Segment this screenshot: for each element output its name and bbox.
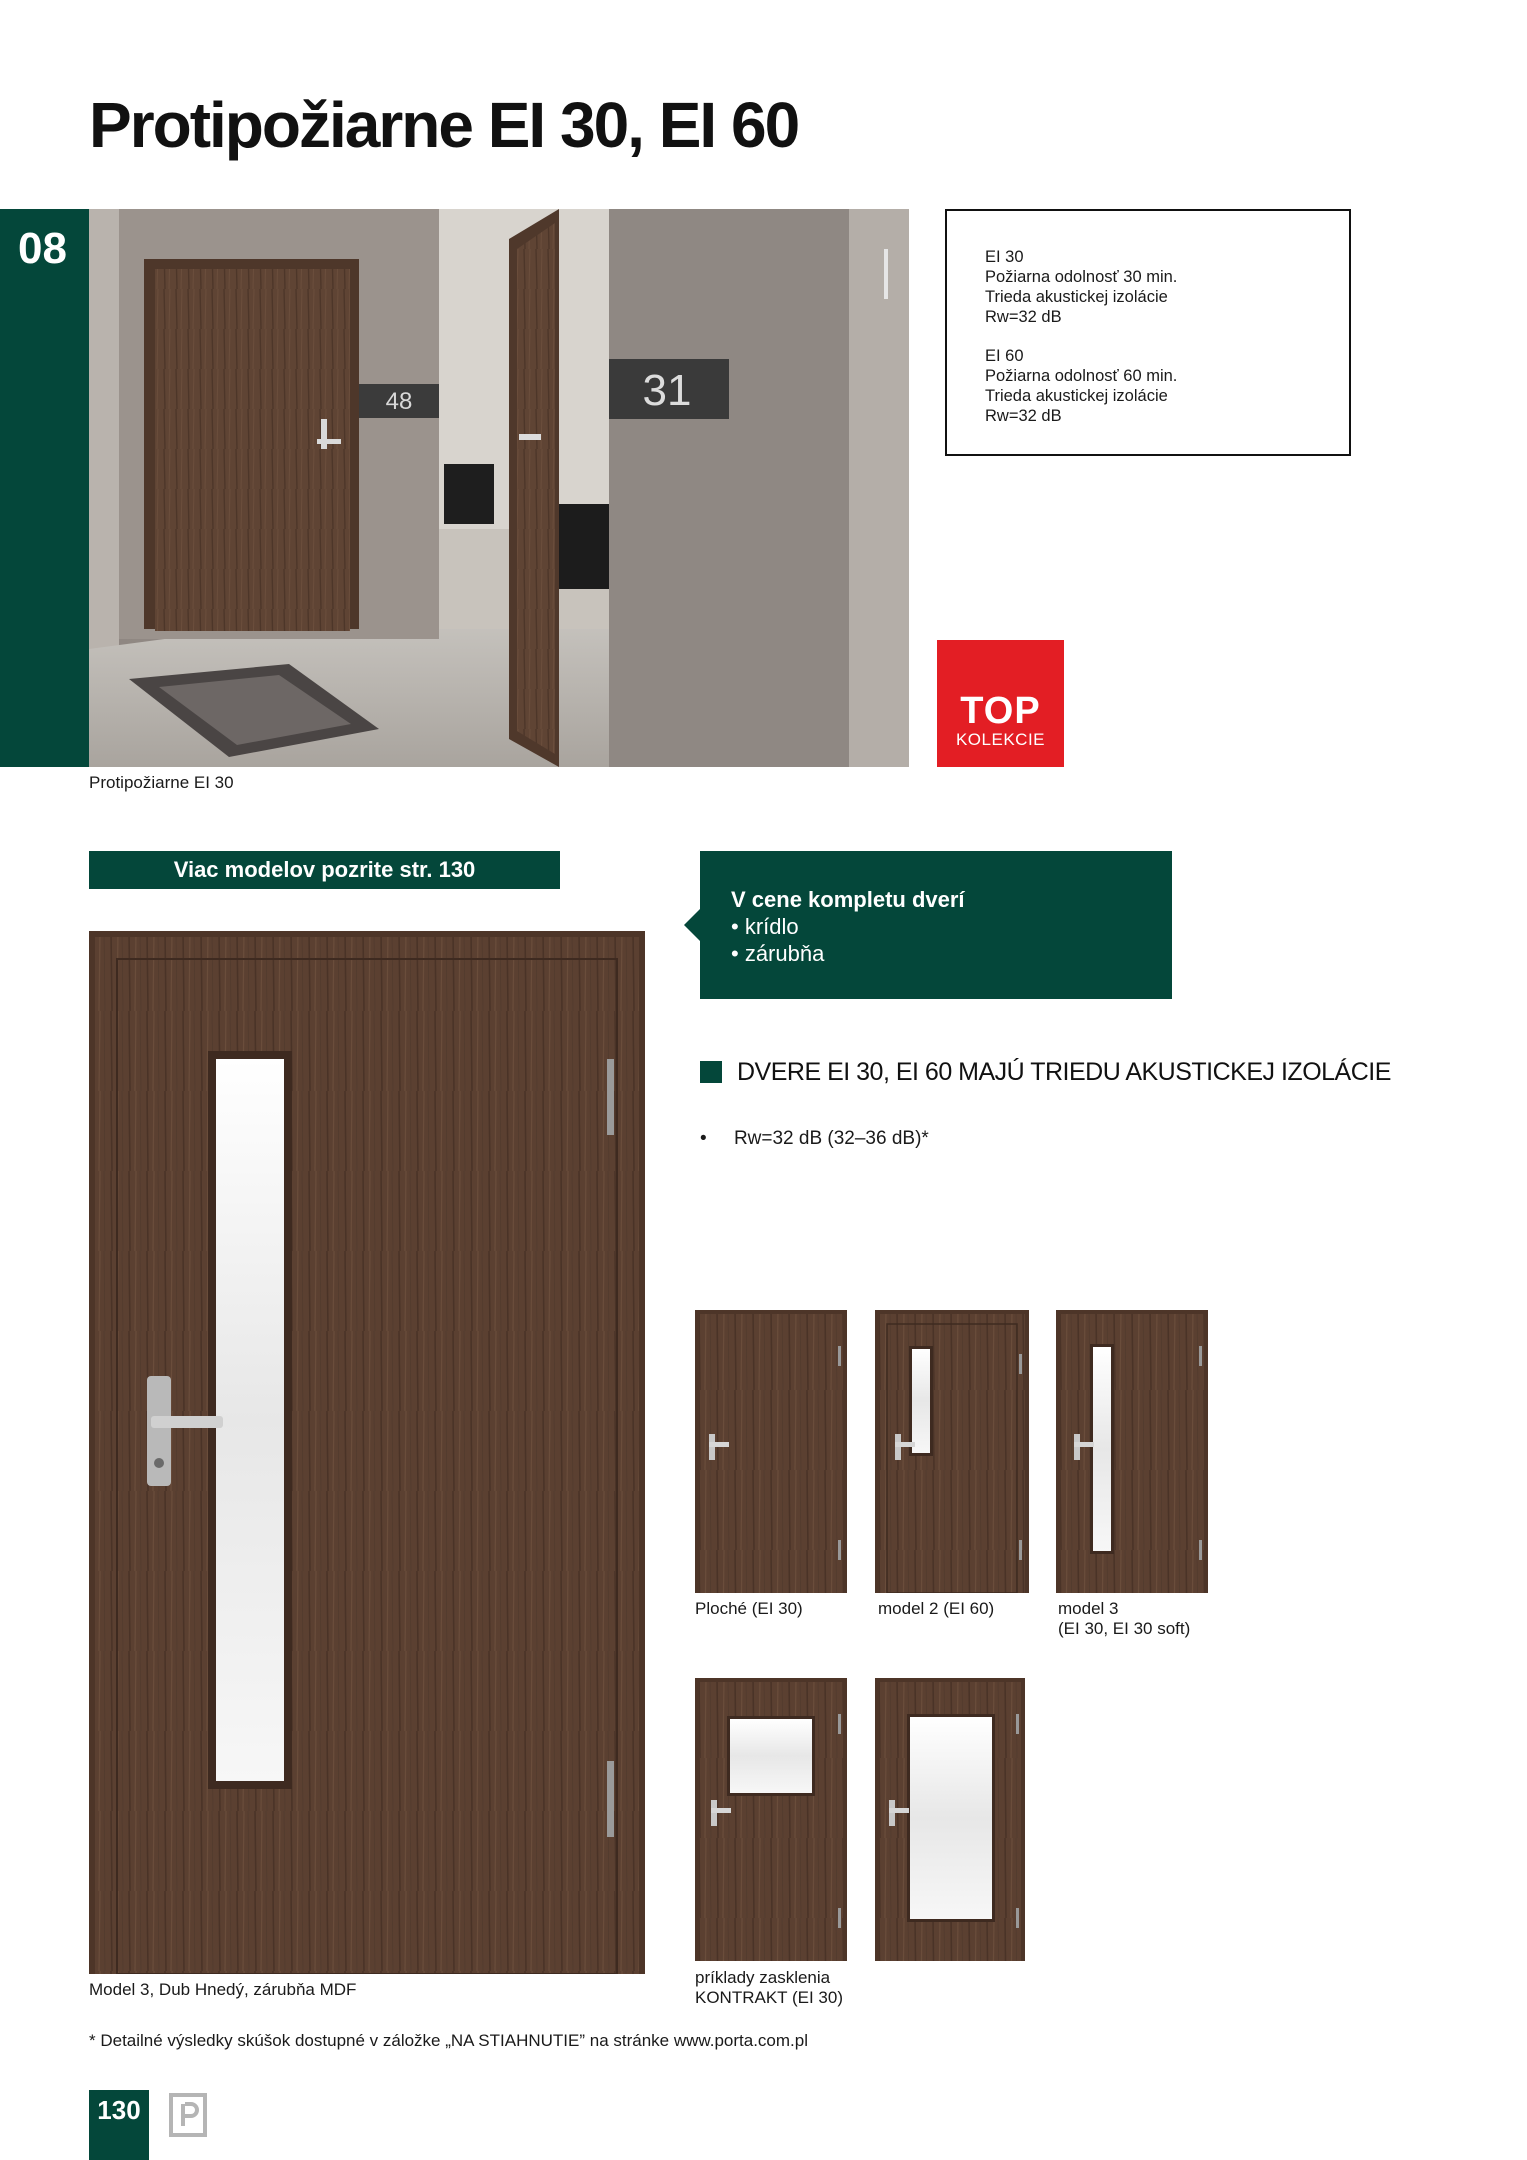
interior-photo-illustration xyxy=(89,209,909,767)
thumbnail-caption: Ploché (EI 30) xyxy=(695,1599,803,1618)
interior-photo xyxy=(89,209,909,767)
heading-square-icon xyxy=(700,1061,722,1083)
spec-ei60-line: Požiarna odolnosť 60 min. xyxy=(985,367,1178,385)
spec-ei60-line: EI 60 xyxy=(985,347,1024,365)
price-item: • zárubňa xyxy=(731,941,825,966)
acoustic-value: Rw=32 dB (32–36 dB)* xyxy=(733,1128,929,1149)
thumbnail-caption: príklady zasklenia xyxy=(695,1968,831,1987)
spec-ei30-line: Rw=32 dB xyxy=(985,308,1062,326)
price-info-box xyxy=(700,851,1172,999)
callout-arrow xyxy=(684,909,700,941)
thumbnail-caption: KONTRAKT (EI 30) xyxy=(695,1988,843,2007)
door-thumbnail-kontrakt-small-glass[interactable] xyxy=(695,1678,847,1966)
thumbnail-caption: model 3 xyxy=(1058,1599,1119,1618)
door-thumbnail-flat[interactable] xyxy=(695,1310,847,1598)
room-number-right: 31 xyxy=(642,366,692,415)
main-door-caption: Model 3, Dub Hnedý, zárubňa MDF xyxy=(89,1980,357,1999)
section-tab xyxy=(0,209,89,767)
price-heading: V cene kompletu dverí xyxy=(731,887,965,912)
section-number: 08 xyxy=(18,224,67,273)
porta-logo-icon xyxy=(169,2093,207,2137)
page-title: Protipožiarne EI 30, EI 60 xyxy=(89,89,799,161)
spec-ei60-line: Trieda akustickej izolácie xyxy=(985,387,1168,405)
badge-top-text: TOP xyxy=(960,690,1041,732)
spec-box xyxy=(945,209,1351,456)
room-number-left: 48 xyxy=(385,388,413,415)
bullet-icon: • xyxy=(700,1128,707,1149)
door-thumbnail-kontrakt-large-glass[interactable] xyxy=(875,1678,1025,1966)
price-item: • krídlo xyxy=(731,914,799,939)
thumbnail-caption: model 2 (EI 60) xyxy=(878,1599,995,1618)
badge-sub-text: KOLEKCIE xyxy=(955,730,1046,749)
acoustic-heading: DVERE EI 30, EI 60 MAJÚ TRIEDU AKUSTICKEJ IZOLÁCIE xyxy=(737,1058,1391,1086)
spec-ei30-line: Trieda akustickej izolácie xyxy=(985,288,1168,306)
footnote: * Detailné výsledky skúšok dostupné v záložke „NA STIAHNUTIE” na stránke www.porta.com.pl xyxy=(89,2031,809,2050)
top-collection-badge xyxy=(937,640,1064,767)
spec-ei30-line: EI 30 xyxy=(985,248,1024,266)
spec-ei30-line: Požiarna odolnosť 30 min. xyxy=(985,268,1178,286)
door-thumbnail-model-2[interactable] xyxy=(875,1310,1029,1598)
more-models-link[interactable]: Viac modelov pozrite str. 130 xyxy=(89,851,560,889)
main-door-illustration xyxy=(89,931,645,1974)
door-thumbnail-model-3[interactable] xyxy=(1056,1310,1208,1598)
main-door-image xyxy=(89,931,645,1974)
spec-ei60-line: Rw=32 dB xyxy=(985,407,1062,425)
photo-caption: Protipožiarne EI 30 xyxy=(89,773,234,792)
acoustic-bullet xyxy=(700,1128,929,1150)
thumbnail-caption: (EI 30, EI 30 soft) xyxy=(1058,1619,1191,1638)
page-number: 130 xyxy=(97,2095,141,2125)
